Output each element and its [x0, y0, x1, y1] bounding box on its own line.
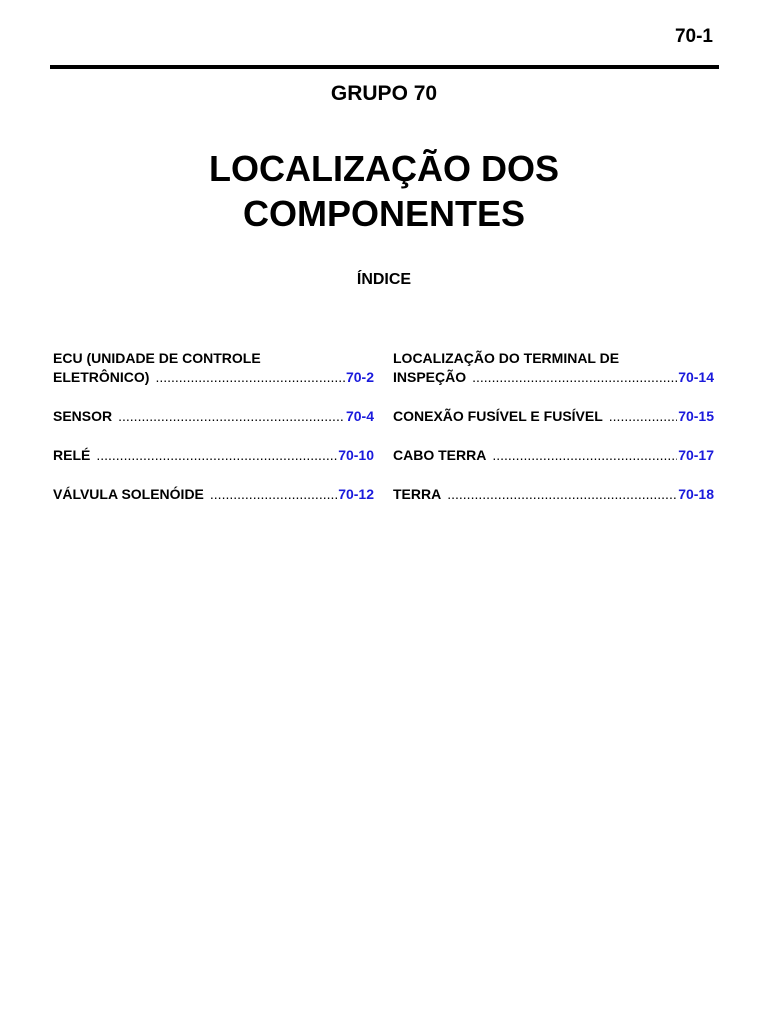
toc-column-right	[393, 349, 714, 524]
dot-leader	[118, 407, 345, 426]
toc-entry-label-line: ECU (UNIDADE DE CONTROLE	[53, 350, 261, 366]
toc-entry-label: CABO TERRA	[393, 447, 487, 463]
toc-entry-label: TERRA	[393, 486, 442, 502]
toc-entry-rele[interactable]	[53, 446, 374, 465]
page-number: 70-1	[674, 26, 713, 47]
toc-entry-label-line: LOCALIZAÇÃO DO TERMINAL DE	[393, 350, 620, 366]
toc-entry-ecu[interactable]	[53, 349, 374, 387]
page-title-line-1: LOCALIZAÇÃO DOS	[209, 148, 559, 189]
dot-leader	[210, 485, 337, 504]
dot-leader	[447, 485, 677, 504]
toc-entry-label: RELÉ	[53, 447, 91, 463]
toc-entry-conexao-fusivel[interactable]	[393, 407, 714, 426]
toc-page-link[interactable]: 70-18	[678, 486, 714, 502]
index-heading: ÍNDICE	[356, 271, 412, 288]
group-title: GRUPO 70	[330, 82, 438, 105]
dot-leader	[155, 368, 345, 387]
toc-entry-terminal-inspecao[interactable]	[393, 349, 714, 387]
toc-entry-label: ELETRÔNICO)	[53, 369, 150, 385]
toc-entry-sensor[interactable]	[53, 407, 374, 426]
toc-page-link[interactable]: 70-4	[345, 408, 374, 424]
dot-leader	[96, 446, 337, 465]
dot-leader	[609, 407, 677, 426]
toc-page-link[interactable]: 70-17	[678, 447, 714, 463]
page-title	[0, 146, 768, 236]
dot-leader	[472, 368, 677, 387]
toc-page-link[interactable]: 70-12	[338, 486, 374, 502]
toc-entry-label: SENSOR	[53, 408, 113, 424]
toc-page-link[interactable]: 70-14	[678, 369, 714, 385]
toc-page-link[interactable]: 70-2	[345, 369, 374, 385]
header-rule	[50, 65, 719, 69]
toc-entry-cabo-terra[interactable]	[393, 446, 714, 465]
page-title-line-2: COMPONENTES	[242, 193, 526, 234]
toc-entry-label: INSPEÇÃO	[393, 369, 467, 385]
toc-column-left	[53, 349, 374, 524]
toc-entry-valvula[interactable]	[53, 485, 374, 504]
dot-leader	[492, 446, 677, 465]
toc-entry-terra[interactable]	[393, 485, 714, 504]
toc-page-link[interactable]: 70-10	[338, 447, 374, 463]
toc-entry-label: CONEXÃO FUSÍVEL E FUSÍVEL	[393, 408, 603, 424]
toc-entry-label: VÁLVULA SOLENÓIDE	[53, 486, 204, 502]
toc-page-link[interactable]: 70-15	[678, 408, 714, 424]
